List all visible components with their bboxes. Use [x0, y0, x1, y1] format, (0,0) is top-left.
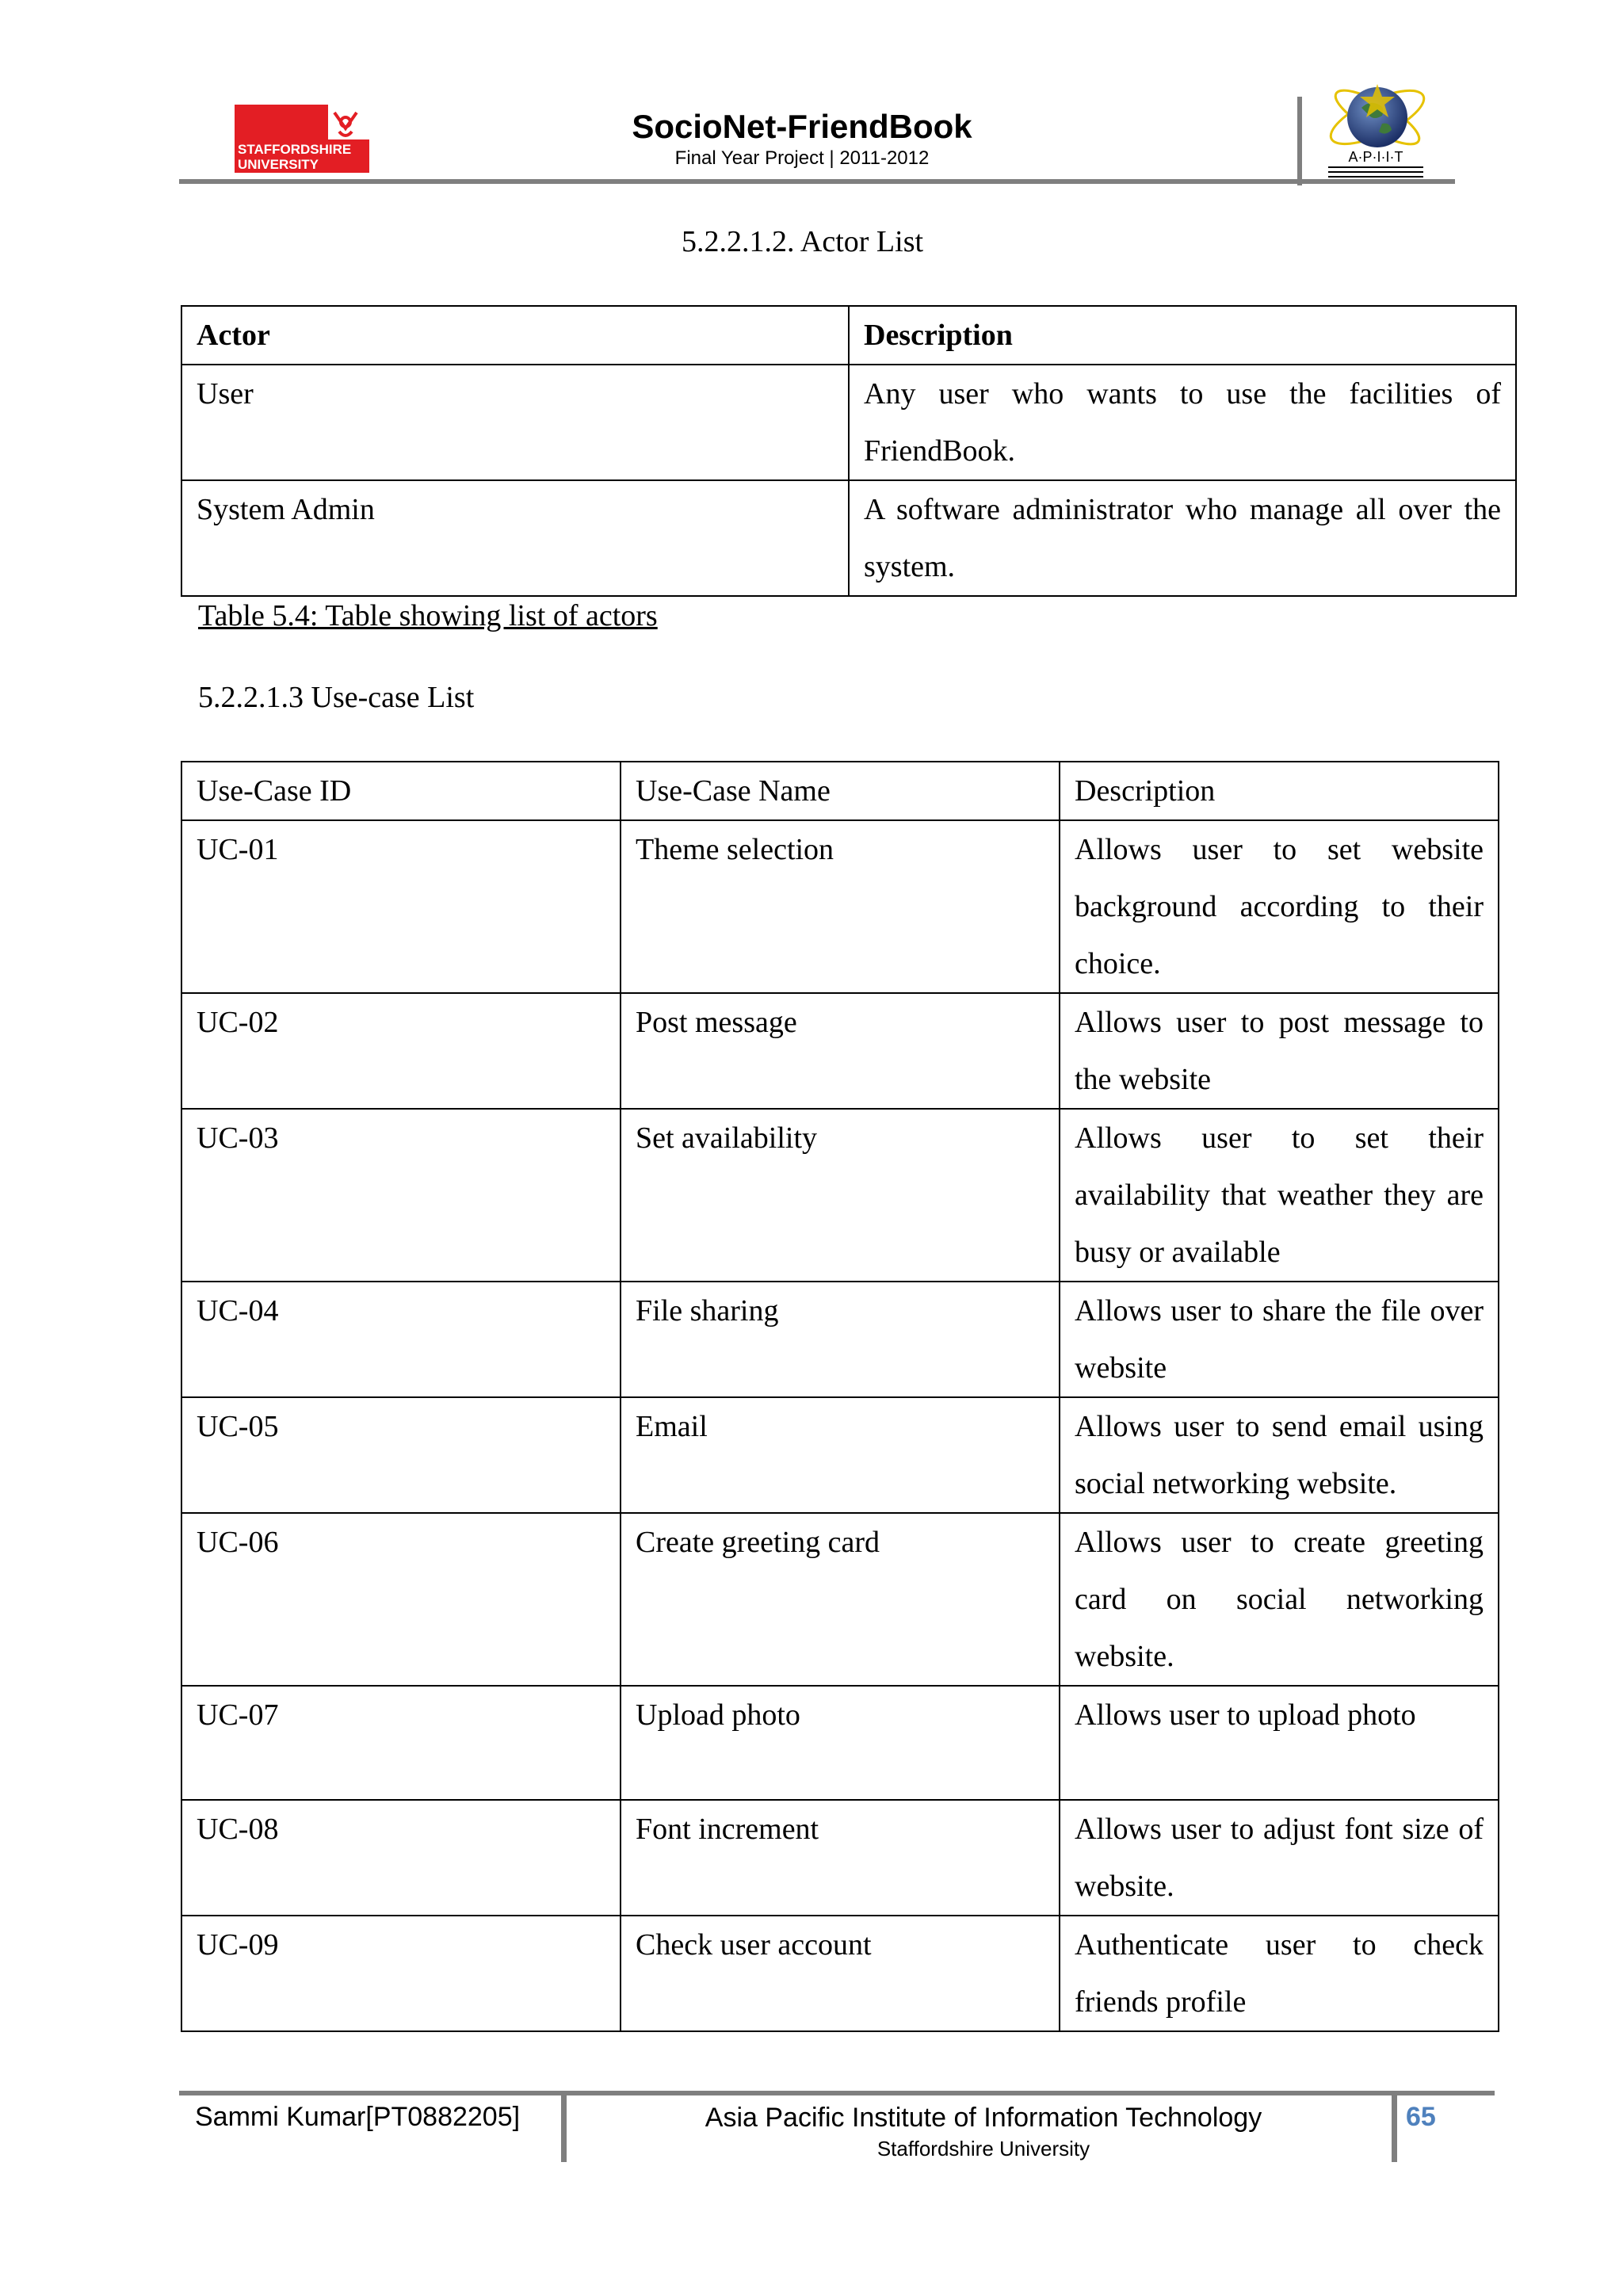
- usecase-name: Post message: [621, 993, 1060, 1109]
- usecase-name: File sharing: [621, 1282, 1060, 1397]
- table-row: [181, 1916, 1499, 2031]
- actor-list-heading: 5.2.2.1.2. Actor List: [682, 225, 924, 258]
- actor-name: System Admin: [181, 480, 849, 596]
- page-header: [179, 79, 1455, 185]
- usecase-name: Theme selection: [621, 820, 1060, 993]
- document-title: SocioNet-FriendBook: [632, 108, 972, 145]
- column-header-usecase-id: Use-Case ID: [181, 762, 621, 820]
- usecase-id: UC-06: [181, 1513, 621, 1686]
- table-row: [181, 820, 1499, 993]
- usecase-description: Allows user to upload photo: [1060, 1686, 1499, 1800]
- table-row: [181, 1513, 1499, 1686]
- actor-table-header: [181, 306, 1516, 365]
- usecase-id: UC-01: [181, 820, 621, 993]
- usecase-description: Allows user to adjust font size of website.: [1060, 1800, 1499, 1916]
- table-row: [181, 365, 1516, 480]
- usecase-description: Allows user to create greeting card on social networking website.: [1060, 1513, 1499, 1686]
- usecase-description: Allows user to set website background according to their choice.: [1060, 820, 1499, 993]
- logo-line-1: STAFFORDSHIRE: [238, 142, 352, 157]
- column-header-description: Description: [1060, 762, 1499, 820]
- usecase-name: Set availability: [621, 1109, 1060, 1282]
- column-header-description: Description: [849, 306, 1516, 365]
- table-row: [181, 1686, 1499, 1800]
- table-row: [181, 1397, 1499, 1513]
- actor-description: Any user who wants to use the facilities of FriendBook.: [849, 365, 1516, 480]
- usecase-name: Font increment: [621, 1800, 1060, 1916]
- usecase-name: Email: [621, 1397, 1060, 1513]
- usecase-description: Authenticate user to check friends profile: [1060, 1916, 1499, 2031]
- actor-name: User: [181, 365, 849, 480]
- usecase-id: UC-03: [181, 1109, 621, 1282]
- footer-rule: [179, 2091, 1495, 2095]
- usecase-list-heading: 5.2.2.1.3 Use-case List: [198, 681, 475, 714]
- usecase-name: Create greeting card: [621, 1513, 1060, 1686]
- table-row: [181, 1800, 1499, 1916]
- usecase-description: Allows user to set their availability that weather they are busy or available: [1060, 1109, 1499, 1282]
- usecase-description: Allows user to share the file over website: [1060, 1282, 1499, 1397]
- table-row: [181, 480, 1516, 596]
- footer-divider: [1392, 2091, 1397, 2162]
- header-rule: [179, 179, 1455, 184]
- header-divider: [1297, 97, 1302, 185]
- logo-line-2: UNIVERSITY: [238, 157, 319, 172]
- page-number: 65: [1406, 2102, 1436, 2132]
- actor-description: A software administrator who manage all over the system.: [849, 480, 1516, 596]
- usecase-id: UC-02: [181, 993, 621, 1109]
- usecase-table-header: [181, 762, 1499, 820]
- table-row: [181, 993, 1499, 1109]
- usecase-description: Allows user to post message to the website: [1060, 993, 1499, 1109]
- staffordshire-university-logo: [235, 105, 369, 173]
- footer-divider: [561, 2091, 567, 2162]
- document-subtitle: Final Year Project | 2011-2012: [674, 147, 930, 169]
- staffordshire-logo-text: [235, 141, 369, 173]
- apiit-logo: [1312, 79, 1439, 182]
- actor-table-caption: Table 5.4: Table showing list of actors: [198, 599, 658, 632]
- column-header-actor: Actor: [181, 306, 849, 365]
- usecase-id: UC-08: [181, 1800, 621, 1916]
- table-row: [181, 1282, 1499, 1397]
- table-row: [181, 1109, 1499, 1282]
- footer-university: Staffordshire University: [876, 2137, 1090, 2160]
- footer-author: Sammi Kumar[PT0882205]: [195, 2102, 521, 2132]
- footer-institute: Asia Pacific Institute of Information Technology: [705, 2103, 1262, 2133]
- usecase-name: Upload photo: [621, 1686, 1060, 1800]
- usecase-id: UC-04: [181, 1282, 621, 1397]
- usecase-id: UC-09: [181, 1916, 621, 2031]
- page-footer: [179, 2091, 1495, 2162]
- usecase-name: Check user account: [621, 1916, 1060, 2031]
- actor-table: [181, 305, 1517, 597]
- usecase-table: [181, 761, 1499, 2032]
- usecase-id: UC-05: [181, 1397, 621, 1513]
- usecase-description: Allows user to send email using social networking website.: [1060, 1397, 1499, 1513]
- globe-icon: [1312, 79, 1439, 182]
- usecase-id: UC-07: [181, 1686, 621, 1800]
- apiit-logo-text: A·P·I·I·T: [1348, 149, 1403, 165]
- column-header-usecase-name: Use-Case Name: [621, 762, 1060, 820]
